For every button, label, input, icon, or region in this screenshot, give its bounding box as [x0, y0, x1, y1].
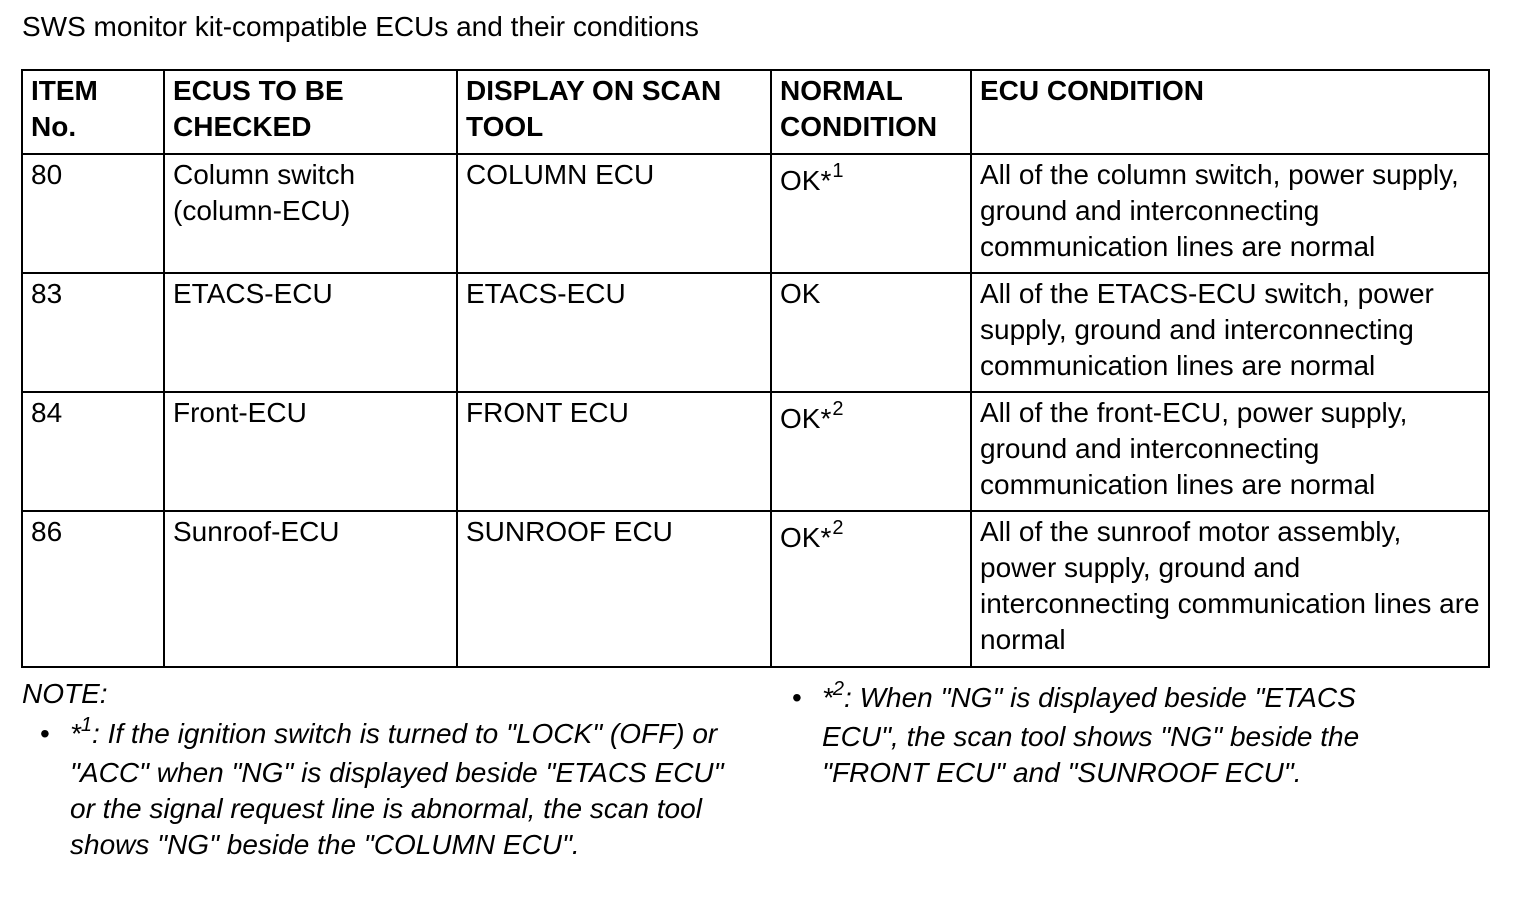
- cell-normal-condition: OK*$^1$: [771, 154, 971, 273]
- table-row: [22, 392, 1489, 511]
- note-text: : When "NG" is displayed beside "ETACS ECU", the scan tool shows "NG" beside the "FRONT ECU" and "SUNROOF ECU".: [822, 682, 1360, 788]
- footnote-ref: 2: [832, 398, 844, 420]
- footnote-ref: 1: [832, 160, 844, 182]
- cell-ecu-condition: All of the column switch, power supply, ground and interconnecting communication lines are normal: [971, 154, 1489, 273]
- header-normal-condition: NORMAL CONDITION: [771, 70, 971, 154]
- cell-ecu-condition: All of the front-ECU, power supply, ground and interconnecting communication lines are normal: [971, 392, 1489, 511]
- table-row: [22, 511, 1489, 667]
- cell-ecu-name: Sunroof-ECU: [164, 511, 457, 667]
- cell-scan-display: COLUMN ECU: [457, 154, 771, 273]
- cell-ecu-name: ETACS-ECU: [164, 273, 457, 392]
- header-display-on-scan-tool: DISPLAY ON SCAN TOOL: [457, 70, 771, 154]
- footnote-number: 2: [832, 678, 845, 700]
- cell-item-no: 86: [22, 511, 164, 667]
- cell-normal-condition: OK*$^2$: [771, 511, 971, 667]
- cell-ecu-name: Column switch (column-ECU): [164, 154, 457, 273]
- note-item: [40, 716, 740, 863]
- cell-scan-display: FRONT ECU: [457, 392, 771, 511]
- table-caption: SWS monitor kit-compatible ECUs and their conditions: [22, 11, 699, 42]
- cell-scan-display: SUNROOF ECU: [457, 511, 771, 667]
- cell-scan-display: ETACS-ECU: [457, 273, 771, 392]
- cell-item-no: 80: [22, 154, 164, 273]
- bullet-icon: •: [792, 682, 802, 713]
- cell-ecu-name: Front-ECU: [164, 392, 457, 511]
- cell-ecu-condition: All of the ETACS-ECU switch, power supply, ground and interconnecting communication lines are normal: [971, 273, 1489, 392]
- note-list-left: [40, 716, 740, 863]
- table-header-row: [22, 70, 1489, 154]
- footnote-mark: *: [70, 718, 81, 749]
- cell-item-no: 83: [22, 273, 164, 392]
- footnote-number: 1: [80, 714, 93, 736]
- table-row: [22, 154, 1489, 273]
- cell-normal-condition: OK*$^2$: [771, 392, 971, 511]
- ecu-table: [21, 69, 1490, 668]
- header-ecu-condition: ECU CONDITION: [971, 70, 1489, 154]
- cell-normal-condition: OK: [771, 273, 971, 392]
- bullet-icon: •: [40, 718, 50, 749]
- cell-item-no: 84: [22, 392, 164, 511]
- note-item: [792, 680, 1432, 791]
- header-item-no: ITEM No.: [22, 70, 164, 154]
- note-title: NOTE:: [22, 678, 108, 709]
- footnote-mark: *: [822, 682, 833, 713]
- table-row: [22, 273, 1489, 392]
- cell-ecu-condition: All of the sunroof motor assembly, power supply, ground and interconnecting communication lines are normal: [971, 511, 1489, 667]
- header-ecus-to-be-checked: ECUS TO BE CHECKED: [164, 70, 457, 154]
- note-text: : If the ignition switch is turned to "LOCK" (OFF) or "ACC" when "NG" is displayed beside "ETACS ECU" or the signal request line is abnormal, the scan tool shows "NG" beside the "COLUMN ECU".: [70, 718, 724, 860]
- footnote-ref: 2: [832, 517, 844, 539]
- note-list-right: [792, 680, 1432, 791]
